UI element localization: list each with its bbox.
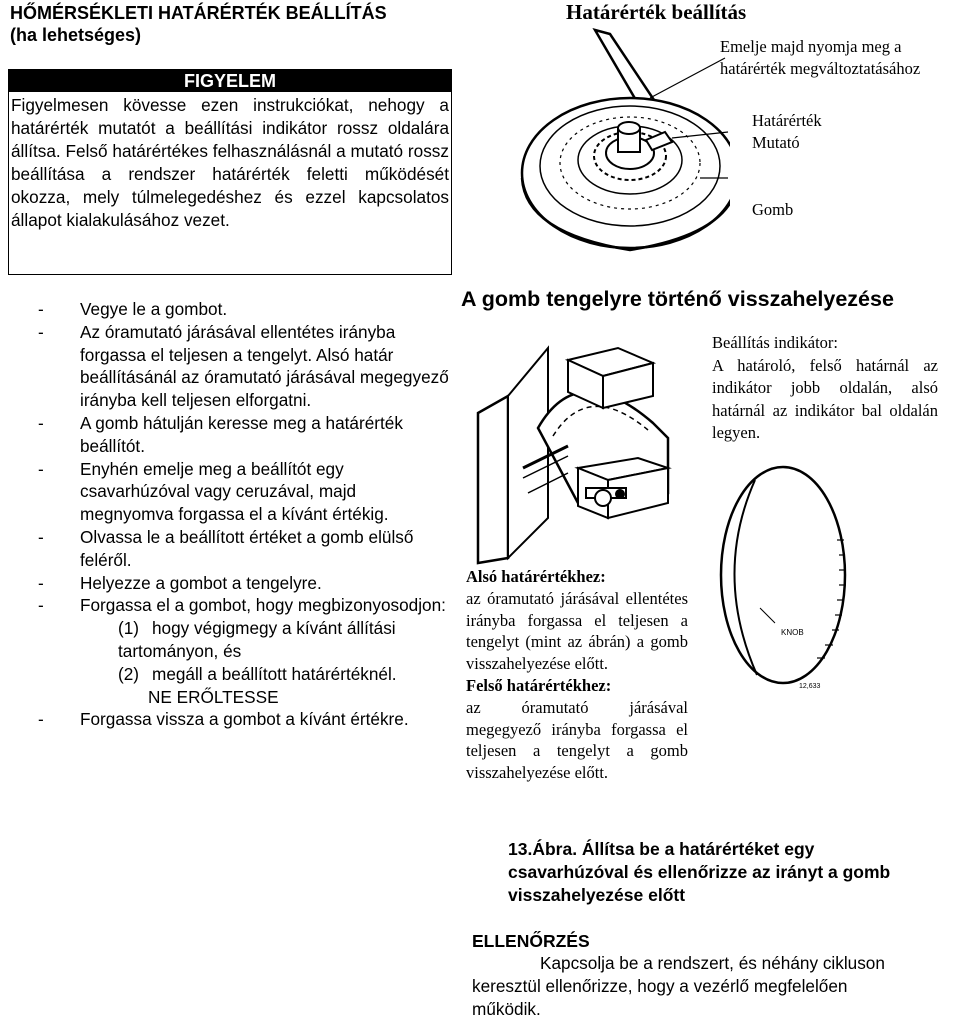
upper-limit-heading: Felső határértékhez: <box>466 675 612 695</box>
list-dash: - <box>38 595 44 616</box>
knob-back-illustration <box>500 28 730 268</box>
list-item <box>38 526 452 572</box>
warning-heading: FIGYELEM <box>9 70 451 92</box>
lower-limit-heading: Alsó határértékhez: <box>466 567 606 586</box>
sub-item <box>80 663 452 686</box>
figure1-title: Határérték beállítás <box>566 0 747 24</box>
list-item <box>38 572 452 595</box>
list-dash: - <box>38 412 44 433</box>
warning-box <box>8 69 452 275</box>
figure2-title: A gomb tengelyre történő visszahelyezése <box>461 287 894 311</box>
knob-label: KNOB <box>781 628 804 637</box>
indicator-text <box>712 332 938 445</box>
list-item <box>38 708 452 731</box>
list-item <box>38 594 452 708</box>
sub-number: (2) <box>118 663 140 684</box>
label-knob: Gomb <box>752 200 794 219</box>
sub-text: hogy végigmegy a kívánt állítási <box>152 618 396 639</box>
list-dash: - <box>38 321 44 342</box>
check-text-rest: cikluson keresztül ellenőrizze, hogy a vezérlő megfelelően működik. <box>472 953 885 1019</box>
sub-text: tartományon, és <box>118 640 242 661</box>
limit-instructions <box>466 566 688 784</box>
sub-text: megáll a beállított határértéknél. <box>152 663 397 684</box>
sub-number: (1) <box>118 618 140 639</box>
warning-text: Figyelmesen kövesse ezen instrukciókat, nehogy a határérték mutatót a beállítási indikátor rossz oldalára állítsa. Felső határértékes felhasználásnál a mutató rossz beállítása a rendszer határérték feletti működését okozza, mely túlmelegedéshez és ezzel kapcsolatos állapot kialakulásához vezet. <box>11 95 449 230</box>
step-list <box>38 298 452 731</box>
sub-item <box>80 617 452 640</box>
check-text <box>472 952 892 1021</box>
list-dash: - <box>38 709 44 730</box>
label-lift-line2: határérték megváltoztatásához <box>720 59 921 78</box>
figure-code: 12,633 <box>799 683 821 690</box>
label-lift-line1: Emelje majd nyomja meg a <box>720 37 902 56</box>
indicator-heading: Beállítás indikátor: <box>712 333 839 352</box>
label-pointer <box>752 110 822 154</box>
step-text: Forgassa el a gombot, hogy megbizonyosodjon: <box>80 595 446 616</box>
no-force-note: NE ERŐLTESSE <box>148 686 279 707</box>
label-lift <box>720 36 920 80</box>
page-title-line2: (ha lehetséges) <box>10 25 142 45</box>
upper-limit-text: az óramutató járásával megegyező irányba forgassa el teljesen a tengelyt a gomb visszahelyezése előtt. <box>466 697 688 783</box>
knob-illustration <box>705 460 855 695</box>
list-item <box>38 458 452 526</box>
list-dash: - <box>38 458 44 479</box>
indicator-body: A határoló, felső határnál az indikátor jobb oldalán, alsó határnál az indikátor bal oldalán legyen. <box>712 355 938 442</box>
figure-caption: 13.Ábra. Állítsa be a határértéket egy csavarhúzóval és ellenőrizze az irányt a gomb visszahelyezése előtt <box>508 839 891 905</box>
label-pointer-line2: Mutató <box>752 133 800 152</box>
step-text: Forgassa vissza a gombot a kívánt értékre. <box>80 709 409 730</box>
page-title <box>10 2 387 46</box>
step-text: Helyezze a gombot a tengelyre. <box>80 572 322 593</box>
step-text: Vegye le a gombot. <box>80 299 228 319</box>
sub-item-continuation <box>80 640 452 663</box>
step-text: Enyhén emelje meg a beállítót egy csavarhúzóval vagy ceruzával, majd megnyomva forgassa el a kívánt értékig. <box>80 458 389 525</box>
list-item <box>38 412 452 458</box>
check-text-first: Kapcsolja be a rendszert, és néhány <box>540 953 819 973</box>
step-text: Az óramutató járásával ellentétes irányba forgassa el teljesen a tengelyt. Alsó határ beállításánál az óramutató járásával megegyező irányba kell teljesen elforgatni. <box>80 321 449 411</box>
list-dash: - <box>38 526 44 547</box>
list-item <box>38 298 452 321</box>
step-text: A gomb hátulján keresse meg a határérték beállítót. <box>80 412 403 456</box>
step-text: Olvassa le a beállított értéket a gomb elülső feléről. <box>80 526 414 570</box>
label-pointer-line1: Határérték <box>752 111 822 130</box>
control-body-illustration <box>468 318 713 568</box>
list-dash: - <box>38 572 44 593</box>
check-heading: ELLENŐRZÉS <box>472 931 590 951</box>
list-dash: - <box>38 299 44 319</box>
list-item <box>38 321 452 412</box>
lower-limit-text: az óramutató járásával ellentétes irányba forgassa el teljesen a tengelyt (mint az ábrán) a gomb visszahelyezése előtt. <box>466 588 688 674</box>
page-title-line1: HŐMÉRSÉKLETI HATÁRÉRTÉK BEÁLLÍTÁS <box>10 3 387 23</box>
